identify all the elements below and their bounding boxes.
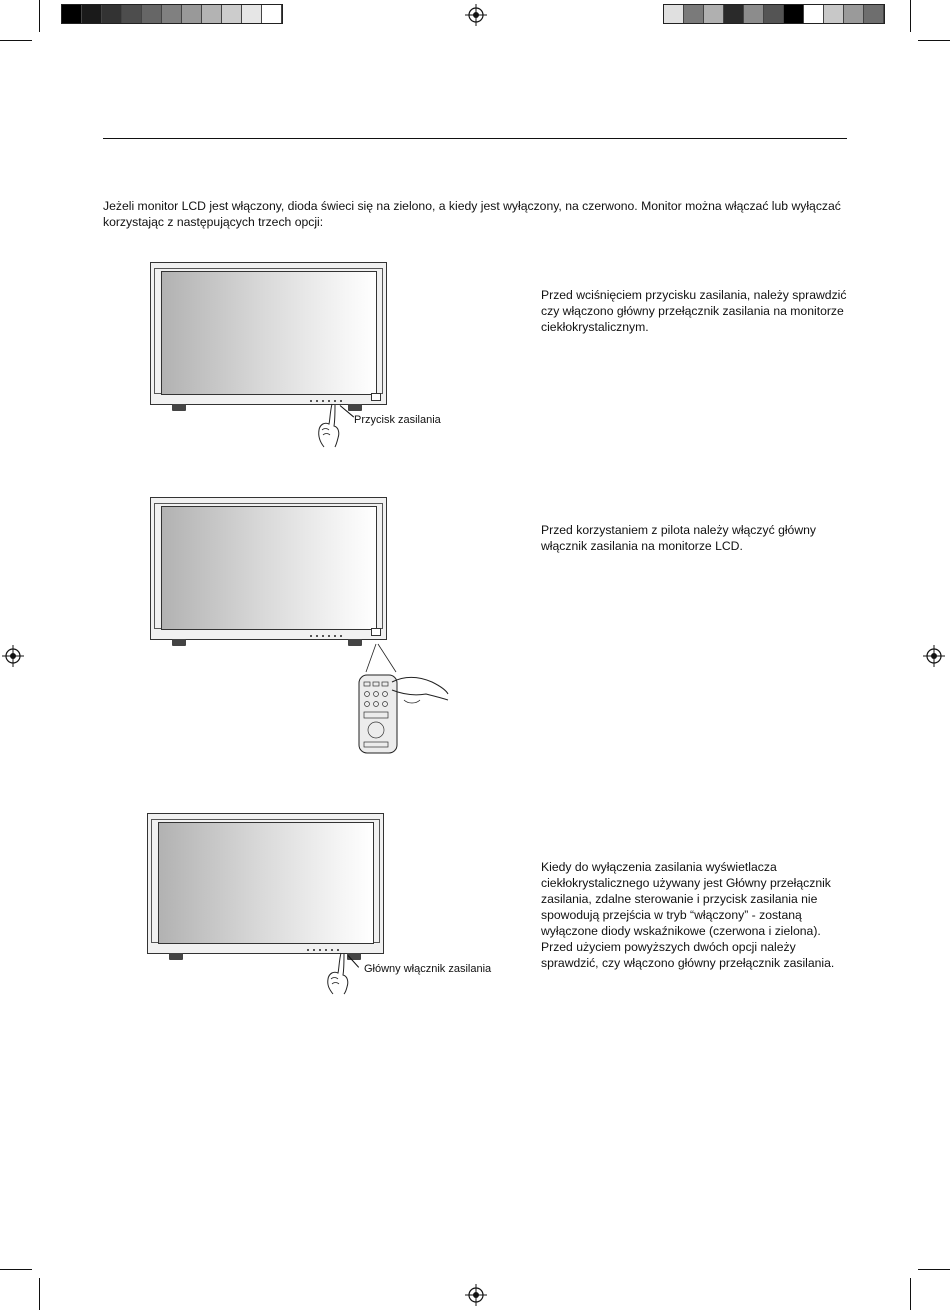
monitor-figure-power-button: [150, 262, 450, 447]
monitor-screen: [161, 506, 377, 630]
registration-mark-icon: [2, 645, 24, 667]
hand-pressing-main-switch-icon: [319, 951, 359, 995]
color-swatch: [824, 5, 844, 23]
monitor-foot: [169, 953, 183, 960]
crop-mark: [918, 1269, 950, 1270]
color-swatch: [122, 5, 142, 23]
monitor-foot: [348, 404, 362, 411]
monitor-screen: [158, 822, 374, 944]
color-swatch: [202, 5, 222, 23]
power-button-description: Przed wciśnięciem przycisku zasilania, należy sprawdzić czy włączono główny przełącznik zasilania na monitorze ciekłokrystalicznym.: [541, 288, 847, 334]
main-switch-callout: Główny włącznik zasilania: [364, 963, 492, 975]
remote-control-icon: [356, 642, 450, 757]
right-color-calibration-bar: [663, 4, 885, 24]
crop-mark: [39, 1278, 40, 1310]
color-swatch: [102, 5, 122, 23]
monitor-figure-remote-control: [150, 497, 450, 762]
monitor-figure-main-switch: [147, 813, 507, 993]
color-swatch: [864, 5, 884, 23]
crop-mark: [39, 0, 40, 32]
intro-paragraph: Jeżeli monitor LCD jest włączony, dioda świeci się na zielono, a kiedy jest wyłączony, na czerwono. Monitor można włączać lub wyłączać korzystając z następujących trzech opcji:: [103, 199, 841, 229]
color-swatch: [142, 5, 162, 23]
power-indicator: [371, 393, 381, 401]
color-swatch: [262, 5, 282, 23]
crop-mark: [0, 1269, 32, 1270]
color-swatch: [162, 5, 182, 23]
monitor-foot: [172, 639, 186, 646]
registration-mark-icon: [465, 4, 487, 26]
left-color-calibration-bar: [61, 4, 283, 24]
crop-mark: [918, 40, 950, 41]
control-buttons-strip: [310, 635, 342, 637]
color-swatch: [664, 5, 684, 23]
crop-mark: [910, 0, 911, 32]
main-switch-description: Kiedy do wyłączenia zasilania wyświetlacza ciekłokrystalicznego używany jest Główny przełącznik zasilania, zdalne sterowanie i przycisk zasilania nie spowodują przejścia w tryb “włączony” - zostaną wyłączone diody wskaźnikowe (czerwona i zielona). Przed użyciem powyższych dwóch opcji należy sprawdzić, czy włączono główny przełącznik zasilania.: [541, 860, 835, 970]
color-swatch: [62, 5, 82, 23]
monitor-foot: [172, 404, 186, 411]
remote-sensor: [371, 628, 381, 636]
color-swatch: [744, 5, 764, 23]
color-swatch: [724, 5, 744, 23]
color-swatch: [82, 5, 102, 23]
monitor-screen: [161, 271, 377, 395]
crop-mark: [910, 1278, 911, 1310]
remote-control-description: Przed korzystaniem z pilota należy włączyć główny włącznik zasilania na monitorze LCD.: [541, 523, 817, 553]
color-swatch: [764, 5, 784, 23]
color-swatch: [182, 5, 202, 23]
color-swatch: [844, 5, 864, 23]
header-rule: [103, 138, 847, 139]
color-swatch: [222, 5, 242, 23]
registration-mark-icon: [923, 645, 945, 667]
color-swatch: [704, 5, 724, 23]
color-swatch: [242, 5, 262, 23]
color-swatch: [684, 5, 704, 23]
power-button-callout: Przycisk zasilania: [354, 414, 441, 426]
registration-mark-icon: [465, 1284, 487, 1306]
color-swatch: [784, 5, 804, 23]
color-swatch: [804, 5, 824, 23]
crop-mark: [0, 40, 32, 41]
